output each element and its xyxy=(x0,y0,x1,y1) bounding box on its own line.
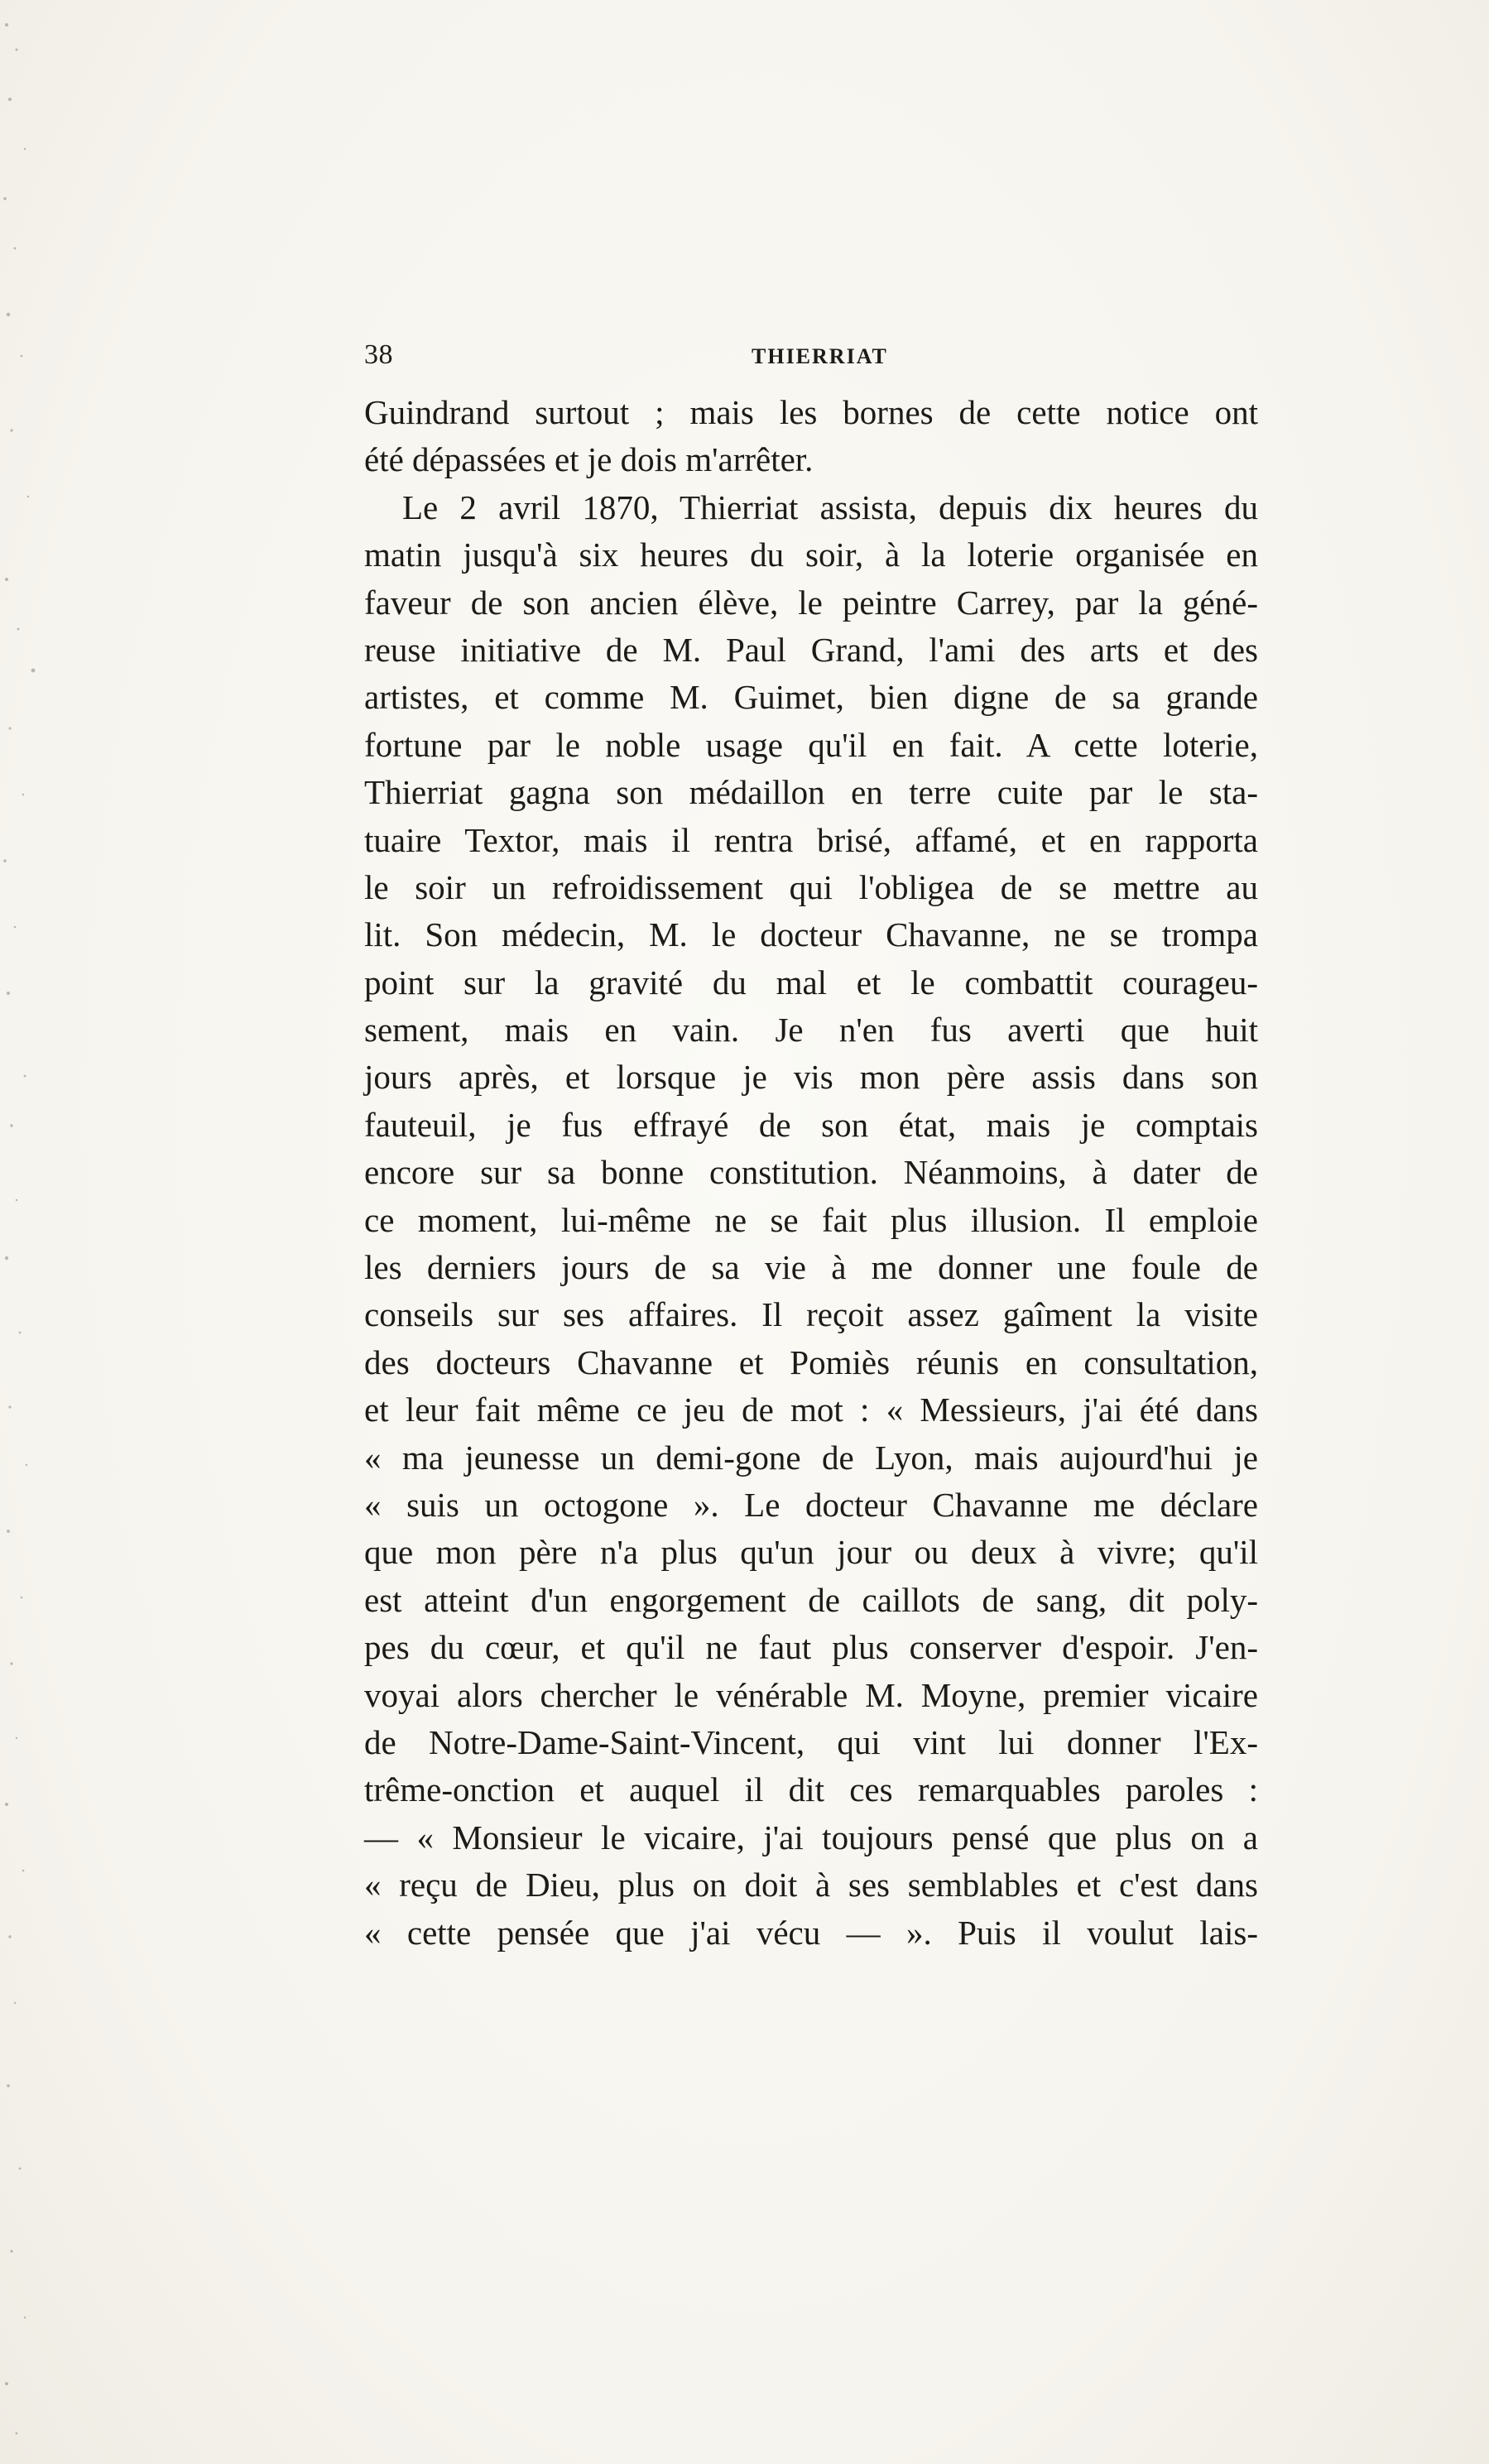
text-line: voyai alors chercher le vénérable M. Moyne, premier vicaire xyxy=(364,1675,1258,1714)
text-line: pes du cœur, et qu'il ne faut plus conserver d'espoir. J'en- xyxy=(364,1628,1258,1667)
text-line: artistes, et comme M. Guimet, bien digne de sa grande xyxy=(364,678,1258,717)
text-line: ce moment, lui-même ne se fait plus illusion. Il emploie xyxy=(364,1200,1258,1239)
text-line: — « Monsieur le vicaire, j'ai toujours pensé que plus on a xyxy=(364,1818,1258,1856)
running-head xyxy=(364,339,1258,376)
text-line: conseils sur ses affaires. Il reçoit assez gaîment la visite xyxy=(364,1295,1258,1334)
text-line: fauteuil, je fus effrayé de son état, mais je comptais xyxy=(364,1105,1258,1144)
text-line: été dépassées et je dois m'arrêter. xyxy=(364,440,814,479)
text-line: et leur fait même ce jeu de mot : « Messieurs, j'ai été dans xyxy=(364,1391,1258,1429)
text-line: « cette pensée que j'ai vécu — ». Puis il voulut lais- xyxy=(364,1913,1258,1952)
page-edge-speckles xyxy=(0,0,74,2464)
running-title: THIERRIAT xyxy=(752,344,888,368)
text-line: « ma jeunesse un demi-gone de Lyon, mais aujourd'hui je xyxy=(364,1438,1258,1477)
page-number: 38 xyxy=(364,339,393,370)
text-line: tuaire Textor, mais il rentra brisé, affamé, et en rapporta xyxy=(364,820,1258,859)
text-line: encore sur sa bonne constitution. Néanmoins, à dater de xyxy=(364,1153,1258,1192)
text-line: les derniers jours de sa vie à me donner une foule de xyxy=(364,1248,1258,1287)
text-line: est atteint d'un engorgement de caillots de sang, dit poly- xyxy=(364,1580,1258,1619)
text-line: faveur de son ancien élève, le peintre Carrey, par la géné- xyxy=(364,583,1258,622)
text-line: fortune par le noble usage qu'il en fait. A cette loterie, xyxy=(364,725,1258,764)
text-line: point sur la gravité du mal et le combattit courageu- xyxy=(364,963,1258,1001)
text-line: lit. Son médecin, M. le docteur Chavanne, ne se trompa xyxy=(364,915,1258,954)
text-line: Le 2 avril 1870, Thierriat assista, depuis dix heures du xyxy=(402,488,1258,526)
text-line: « suis un octogone ». Le docteur Chavanne me déclare xyxy=(364,1485,1258,1524)
text-line: matin jusqu'à six heures du soir, à la loterie organisée en xyxy=(364,536,1258,574)
body-text xyxy=(364,389,1258,1957)
text-line: de Notre-Dame-Saint-Vincent, qui vint lui donner l'Ex- xyxy=(364,1722,1258,1761)
text-line: Thierriat gagna son médaillon en terre cuite par le sta- xyxy=(364,773,1258,812)
text-line: reuse initiative de M. Paul Grand, l'ami des arts et des xyxy=(364,630,1258,669)
text-line: jours après, et lorsque je vis mon père assis dans son xyxy=(364,1058,1258,1097)
text-line: trême-onction et auquel il dit ces remarquables paroles : xyxy=(364,1770,1258,1809)
text-line: « reçu de Dieu, plus on doit à ses semblables et c'est dans xyxy=(364,1866,1258,1904)
text-line: le soir un refroidissement qui l'obligea de se mettre au xyxy=(364,867,1258,906)
text-line: des docteurs Chavanne et Pomiès réunis en consultation, xyxy=(364,1342,1258,1381)
text-line: que mon père n'a plus qu'un jour ou deux à vivre; qu'il xyxy=(364,1533,1258,1572)
text-line: sement, mais en vain. Je n'en fus averti que huit xyxy=(364,1011,1258,1049)
text-line: Guindrand surtout ; mais les bornes de cette notice ont xyxy=(364,393,1258,431)
